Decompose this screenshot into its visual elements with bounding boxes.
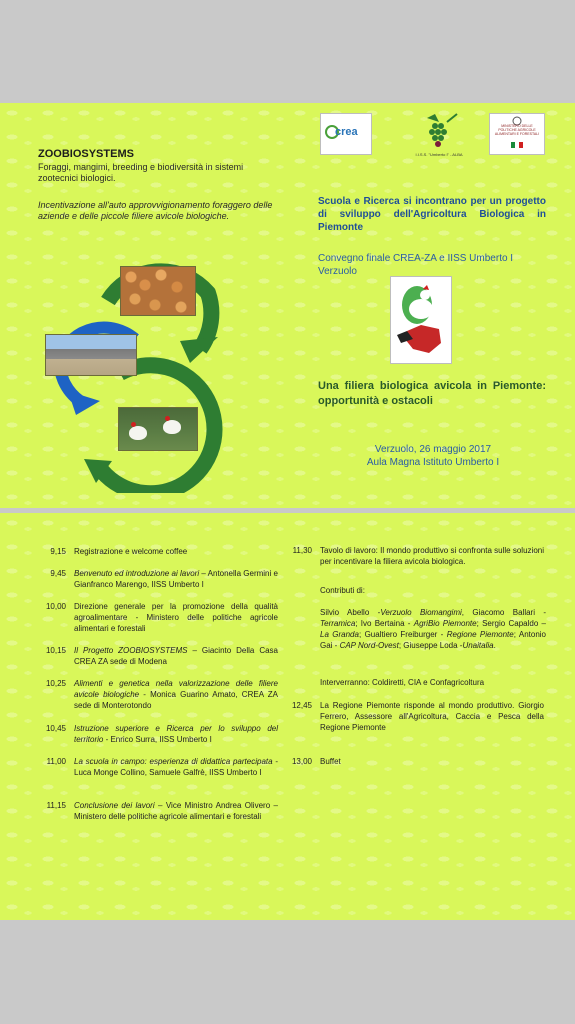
event-heading: Scuola e Ricerca si incontrano per un progetto di sviluppo dell'Agricoltura Biologica in Piemonte [318,196,546,233]
program-description: Registrazione e welcome coffee [74,547,188,556]
event-subheading: Una filiera biologica avicola in Piemonte: opportunità e ostacoli [318,380,546,407]
peas-photo [120,266,196,316]
program-time: 10,45 [45,724,66,733]
event-venue: Aula Magna Istituto Umberto I [366,457,500,468]
program-time: 10,25 [45,679,66,688]
project-subtitle: Foraggi, mangimi, breeding e biodiversità in sistemi zootecnici biologici. [38,162,244,183]
program-description: Benvenuto ed introduzione ai lavori – Antonella Germini e Gianfranco Marengo, IISS Umberto I [74,569,278,589]
event-logo [390,276,452,364]
program-time: 11,15 [46,801,66,810]
program-time: 10,15 [45,646,66,655]
program-time: 9,15 [50,547,66,556]
program-time: 10,00 [45,602,66,611]
program-description: La scuola in campo: esperienza di didattica partecipata - Luca Monge Collino, Samuele Galfrè, IISS Umberto I [74,757,278,777]
program-time: 9,45 [50,569,66,578]
program-description: Direzione generale per la promozione della qualità agroalimentare - Ministero delle politiche agricole alimentari e forestali [74,602,278,633]
ministry-logo: MINISTERO DELLE POLITICHE AGRICOLE ALIMENTARI E FORESTALI [489,113,545,155]
project-title: ZOOBIOSYSTEMS [38,148,134,160]
brochure-cover [0,103,575,508]
hen-icon [129,426,147,440]
program-description: Istruzione superiore e Ricerca per lo sviluppo del territorio - Enrico Surra, IISS Umberto I [74,724,278,744]
grapes-icon [413,112,465,152]
program-panel: 9,15 Registrazione e welcome coffee 9,45 Benvenuto ed introduzione ai lavori – Antonella Germini e Gianfranco Marengo, IISS Umberto I 10,00 Direzione generale per la promozione della qualità agroalimentare - Ministero delle politiche agricole alimentari e forestali 10,15 Il Progetto ZOOBIOSYSTEMS – Giacinto Della Casa CREA ZA sede di Modena 10,25 Alimenti e genetica nella valorizzazione delle filiere avicole biologiche - Monica Guarino Amato, CREA ZA sede di Monterotondo 10,45 Istruzione superiore e Ricerca per lo sviluppo del territorio - Enrico Surra, IISS Umberto I 11,00 La scuola in campo: esperienza di didattica partecipata - Luca Monge Collino, Samuele Galfrè, IISS Umberto I 11,15 Conclusione dei lavori – Vice Ministro Andrea Olivero – Ministero delle politiche agricole alimentari e forestali 11,30 Tavolo di lavoro: Il mondo produttivo si confronta sulle soluzioni per incentivare la filiera avicola biologica. Contributi di: Silvio Abello -Verzuolo Biomangimi, Giacomo Ballari -Terramica; Ivo Bertaina - AgriBio Piemonte; Sergio Capaldo – La Granda; Gualtiero Freiburger - Regione Piemonte; Antonio Gai - CAP Nord-Ovest; Giuseppe Loda -Unaitalia. Interverranno: Coldiretti, CIA e Confagricoltura 12,45 La Regione Piemonte risponde al mondo produttivo. Giorgio Ferrero, Assessore all'Agricoltura, Caccia e Pesca della Regione Piemonte 13,00 Buffet [0,513,575,920]
program-time: 11,00 [46,757,66,766]
rooster-map-icon [391,277,451,363]
interverranno-text: Interverranno: Coldiretti, CIA e Confagricoltura [320,678,485,687]
program-description: Conclusione dei lavori – Vice Ministro Andrea Olivero – Ministero delle politiche agricole alimentari e forestali [74,801,278,821]
event-date: Verzuolo, 26 maggio 2017 [374,444,492,455]
cycle-graphic [40,231,240,493]
program-description: Il Progetto ZOOBIOSYSTEMS – Giacinto Della Casa CREA ZA sede di Modena [74,646,279,666]
event-date-venue [318,443,548,469]
hens-photo [118,407,198,451]
event-convegno: Convegno finale CREA-ZA e IISS Umberto I Verzuolo [318,253,514,277]
program-description: Alimenti e genetica nella valorizzazione delle filiere avicole biologiche - Monica Guarino Amato, CREA ZA sede di Monterotondo [74,679,278,710]
crea-logo: crea [320,113,372,155]
contributi-label: Contributi di: [320,586,365,595]
iiss-alba-logo: I.I.S.S. "Umberto I" - ALBA [413,112,465,162]
hen-icon [163,420,181,434]
feed-mill-photo [45,334,137,376]
project-note: Incentivazione all'auto approvvigionamento foraggero delle aziende e delle piccole filiere avicole biologiche. [38,200,273,221]
italian-flag-icon [511,142,523,148]
contributi-list: Silvio Abello -Verzuolo Biomangimi, Giacomo Ballari -Terramica; Ivo Bertaina - AgriBio Piemonte; Sergio Capaldo – La Granda; Gualtiero Freiburger - Regione Piemonte; Antonio Gai - CAP Nord-Ovest; Giuseppe Loda -Unaitalia. [320,608,547,650]
